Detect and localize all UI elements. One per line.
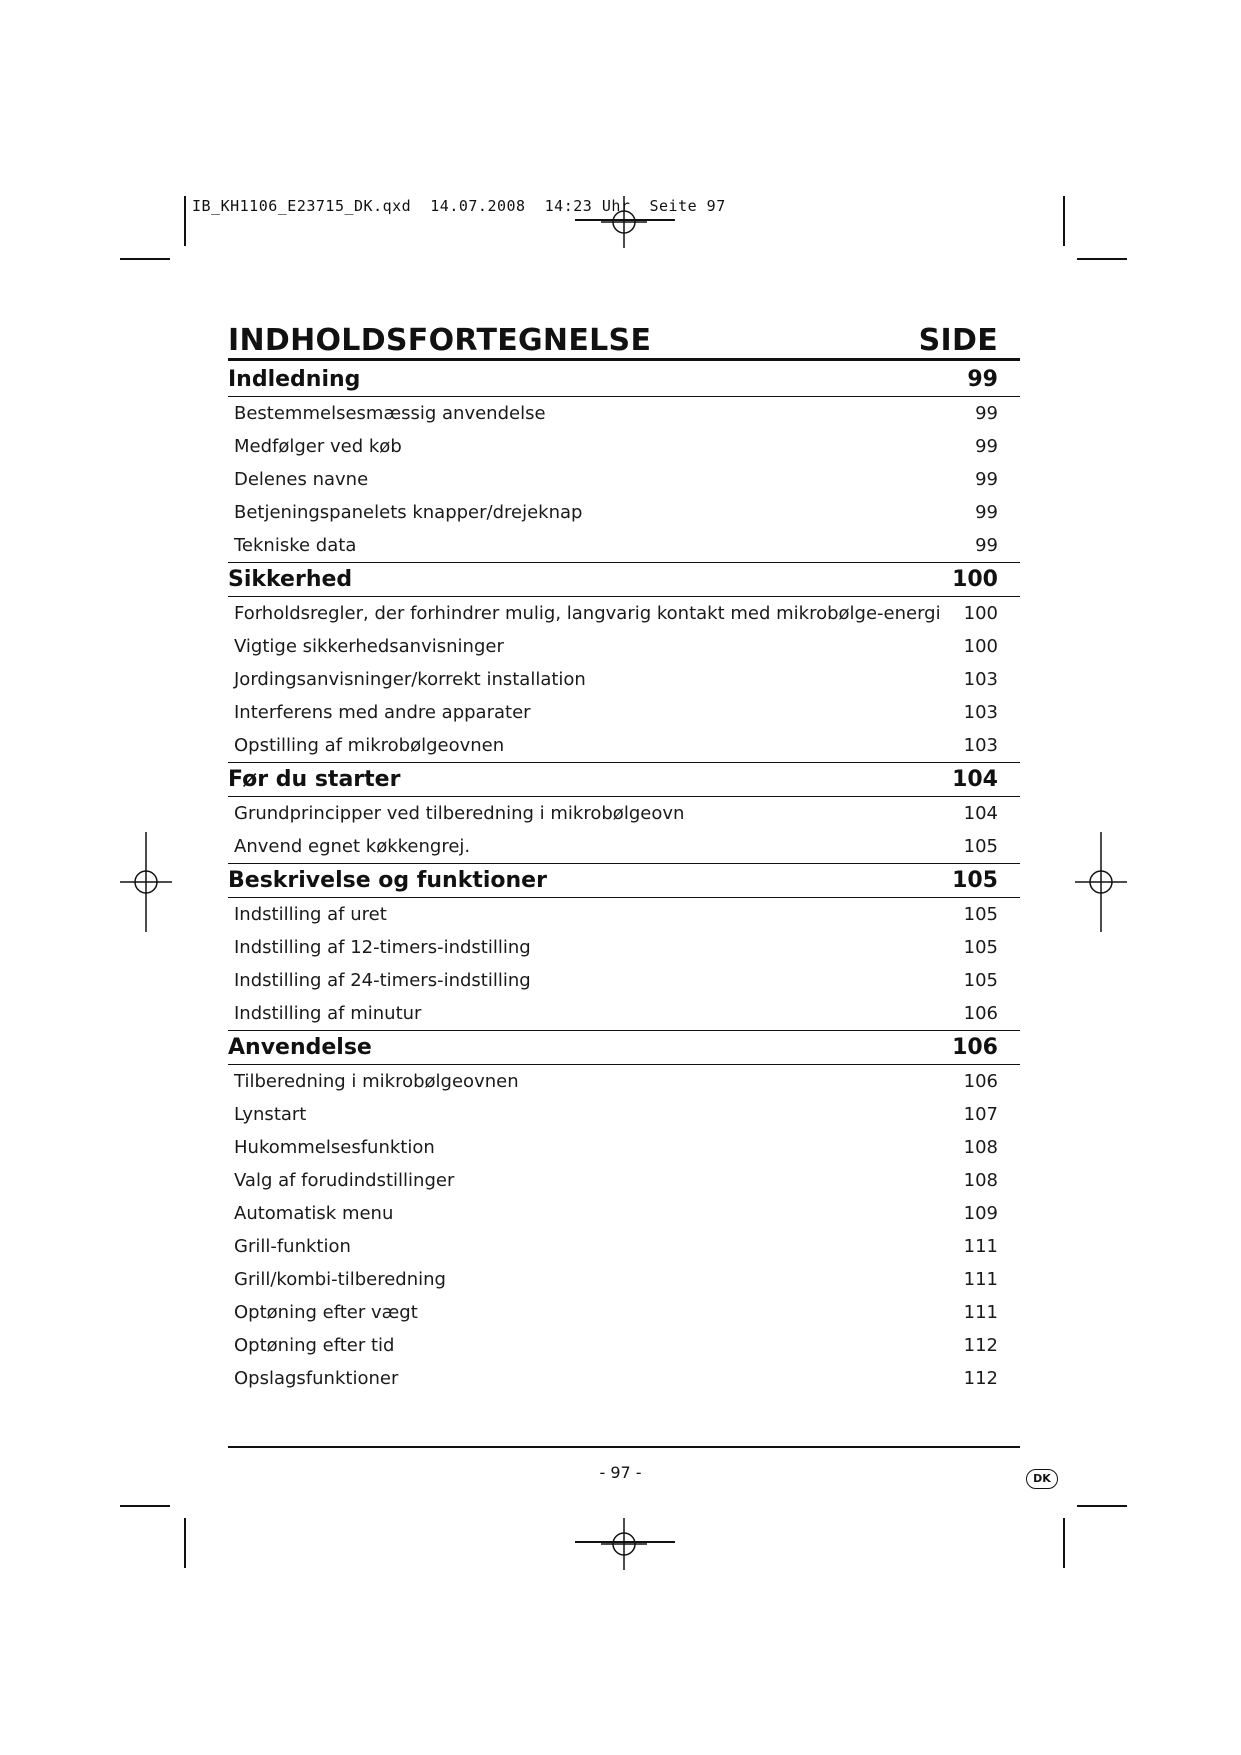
toc-section (228, 864, 1020, 1031)
entry-label: Bestemmelsesmæssig anvendelse (234, 403, 546, 424)
toc-entry[interactable] (228, 1065, 1020, 1098)
toc-section (228, 363, 1020, 563)
toc-entry[interactable] (228, 1329, 1020, 1362)
section-page: 104 (952, 767, 998, 792)
entry-page: 104 (963, 803, 998, 824)
section-heading[interactable] (228, 1031, 1020, 1065)
toc-entry[interactable] (228, 997, 1020, 1030)
entry-label: Indstilling af 24-timers-indstilling (234, 970, 531, 991)
entry-label: Automatisk menu (234, 1203, 394, 1224)
entry-page: 105 (963, 937, 998, 958)
section-title: Sikkerhed (228, 567, 353, 592)
entry-page: 100 (963, 603, 998, 624)
table-of-contents (228, 318, 1020, 1395)
slug-date: 14.07.2008 (430, 197, 526, 215)
toc-entry[interactable] (228, 1230, 1020, 1263)
section-heading[interactable] (228, 864, 1020, 898)
entry-page: 103 (963, 702, 998, 723)
crop-mark (184, 196, 186, 246)
entry-label: Jordingsanvisninger/korrekt installation (234, 669, 586, 690)
entry-page: 105 (963, 970, 998, 991)
toc-entry[interactable] (228, 1362, 1020, 1395)
entry-label: Optøning efter tid (234, 1335, 395, 1356)
toc-section (228, 563, 1020, 763)
language-badge: DK (1026, 1469, 1058, 1489)
entry-label: Anvend egnet køkkengrej. (234, 836, 471, 857)
toc-entry[interactable] (228, 1131, 1020, 1164)
entry-page: 107 (963, 1104, 998, 1125)
toc-entry[interactable] (228, 729, 1020, 762)
entry-page: 112 (963, 1368, 998, 1389)
section-page: 100 (952, 567, 998, 592)
toc-entry[interactable] (228, 1263, 1020, 1296)
page-number: - 97 - (599, 1463, 642, 1482)
entry-label: Medfølger ved køb (234, 436, 402, 457)
entry-label: Indstilling af minutur (234, 1003, 422, 1024)
entry-label: Tekniske data (234, 535, 357, 556)
entry-label: Tilberedning i mikrobølgeovnen (234, 1071, 519, 1092)
section-title: Anvendelse (228, 1035, 372, 1060)
entry-page: 112 (963, 1335, 998, 1356)
crop-mark (184, 1518, 186, 1568)
toc-entry[interactable] (228, 1296, 1020, 1329)
section-heading[interactable] (228, 563, 1020, 597)
toc-side-label: SIDE (918, 323, 998, 358)
section-page: 99 (967, 367, 998, 392)
toc-entry[interactable] (228, 797, 1020, 830)
entry-label: Grundprincipper ved tilberedning i mikrobølgeovn (234, 803, 685, 824)
registration-mark-icon (1075, 832, 1127, 932)
toc-entry[interactable] (228, 663, 1020, 696)
entry-label: Grill-funktion (234, 1236, 351, 1257)
entry-page: 99 (975, 535, 998, 556)
toc-entry[interactable] (228, 898, 1020, 931)
slug-file: IB_KH1106_E23715_DK.qxd (192, 197, 412, 215)
toc-entry[interactable] (228, 597, 1020, 630)
section-title: Beskrivelse og funktioner (228, 868, 547, 893)
entry-page: 106 (963, 1071, 998, 1092)
section-title: Indledning (228, 367, 361, 392)
registration-mark-icon (601, 196, 647, 248)
toc-entry[interactable] (228, 397, 1020, 430)
entry-page: 111 (963, 1236, 998, 1257)
toc-entry[interactable] (228, 830, 1020, 863)
entry-page: 99 (975, 469, 998, 490)
entry-page: 108 (963, 1137, 998, 1158)
crop-mark (1063, 196, 1065, 246)
toc-entry[interactable] (228, 496, 1020, 529)
entry-page: 111 (963, 1302, 998, 1323)
toc-entry[interactable] (228, 696, 1020, 729)
crop-mark (1063, 1518, 1065, 1568)
crop-mark (120, 1505, 170, 1507)
toc-entry[interactable] (228, 1164, 1020, 1197)
entry-page: 108 (963, 1170, 998, 1191)
slug-time: 14:23 Uhr (544, 197, 631, 215)
toc-entry[interactable] (228, 430, 1020, 463)
toc-entry[interactable] (228, 630, 1020, 663)
registration-mark-icon (120, 832, 172, 932)
entry-label: Optøning efter vægt (234, 1302, 418, 1323)
entry-label: Hukommelsesfunktion (234, 1137, 435, 1158)
crop-mark (1077, 1505, 1127, 1507)
entry-label: Grill/kombi-tilberedning (234, 1269, 446, 1290)
entry-label: Opslagsfunktioner (234, 1368, 399, 1389)
toc-entry[interactable] (228, 1098, 1020, 1131)
entry-page: 111 (963, 1269, 998, 1290)
entry-page: 109 (963, 1203, 998, 1224)
toc-title: INDHOLDSFORTEGNELSE (228, 323, 652, 358)
entry-label: Betjeningspanelets knapper/drejeknap (234, 502, 583, 523)
crop-mark (120, 258, 170, 260)
entry-label: Interferens med andre apparater (234, 702, 531, 723)
entry-label: Valg af forudindstillinger (234, 1170, 455, 1191)
toc-section (228, 1031, 1020, 1395)
entry-label: Indstilling af uret (234, 904, 387, 925)
footer-rule (228, 1446, 1020, 1448)
entry-page: 106 (963, 1003, 998, 1024)
registration-mark-icon (601, 1518, 647, 1570)
section-heading[interactable] (228, 763, 1020, 797)
entry-label: Indstilling af 12-timers-indstilling (234, 937, 531, 958)
crop-mark (1077, 258, 1127, 260)
toc-entry[interactable] (228, 931, 1020, 964)
toc-entry[interactable] (228, 529, 1020, 562)
toc-header (228, 318, 1020, 361)
section-title: Før du starter (228, 767, 401, 792)
toc-entry[interactable] (228, 463, 1020, 496)
entry-page: 99 (975, 436, 998, 457)
toc-section (228, 763, 1020, 864)
entry-label: Delenes navne (234, 469, 369, 490)
entry-page: 105 (963, 904, 998, 925)
entry-label: Lynstart (234, 1104, 307, 1125)
entry-page: 103 (963, 669, 998, 690)
entry-page: 99 (975, 403, 998, 424)
toc-entry[interactable] (228, 964, 1020, 997)
entry-page: 105 (963, 836, 998, 857)
section-page: 105 (952, 868, 998, 893)
section-heading[interactable] (228, 363, 1020, 397)
entry-page: 103 (963, 735, 998, 756)
section-page: 106 (952, 1035, 998, 1060)
entry-page: 100 (963, 636, 998, 657)
entry-label: Opstilling af mikrobølgeovnen (234, 735, 505, 756)
entry-label: Forholdsregler, der forhindrer mulig, langvarig kontakt med mikrobølge-energi (234, 603, 941, 624)
entry-page: 99 (975, 502, 998, 523)
slug-page: Seite 97 (649, 197, 726, 215)
toc-sections (228, 363, 1020, 1395)
toc-entry[interactable] (228, 1197, 1020, 1230)
entry-label: Vigtige sikkerhedsanvisninger (234, 636, 504, 657)
